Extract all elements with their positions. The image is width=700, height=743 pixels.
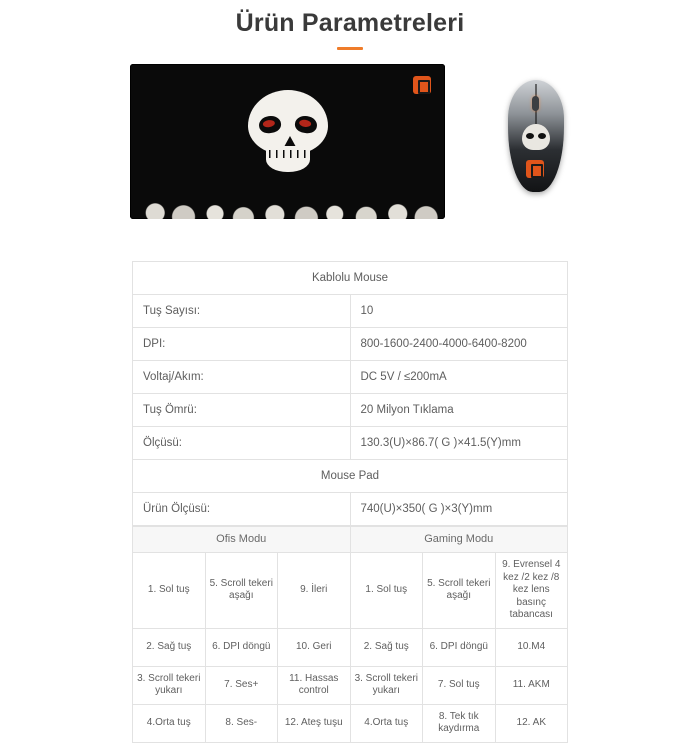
- page-title-block: [0, 0, 700, 50]
- gaming-function-3: 3. Scroll tekeri yukarı: [350, 666, 423, 704]
- specification-table: [132, 261, 568, 526]
- spec-label-pad-dimensions: Ürün Ölçüsü:: [133, 493, 351, 526]
- spec-value-lifespan: 20 Milyon Tıklama: [350, 394, 568, 427]
- title-underline-divider: [337, 47, 363, 50]
- office-function-5: 5. Scroll tekeri aşağı: [205, 553, 278, 629]
- spec-value-button-count: 10: [350, 295, 568, 328]
- section-header-mouse: Kablolu Mouse: [133, 262, 568, 295]
- gaming-function-6: 6. DPI döngü: [423, 628, 496, 666]
- gaming-function-7: 7. Sol tuş: [423, 666, 496, 704]
- table-row-section-mouse: [133, 262, 568, 295]
- gaming-mouse-graphic: [502, 80, 570, 200]
- bones-pattern: [130, 175, 445, 219]
- office-function-3: 3. Scroll tekeri yukarı: [133, 666, 206, 704]
- mousepad-graphic: [130, 64, 445, 219]
- spec-value-pad-dimensions: 740(U)×350( G )×3(Y)mm: [350, 493, 568, 526]
- table-row: [133, 628, 568, 666]
- gaming-function-9: 9. Evrensel 4 kez /2 kez /8 kez lens basınç tabancası: [495, 553, 568, 629]
- gaming-function-12: 12. AK: [495, 704, 568, 742]
- mouse-brand-logo-icon: [526, 160, 544, 178]
- product-image: [130, 62, 570, 237]
- table-row: [133, 704, 568, 742]
- table-row-section-pad: [133, 460, 568, 493]
- table-row: [133, 553, 568, 629]
- spec-label-button-count: Tuş Sayısı:: [133, 295, 351, 328]
- office-function-9: 9. İleri: [278, 553, 351, 629]
- office-function-11: 11. Hassas control: [278, 666, 351, 704]
- spec-value-voltage: DC 5V / ≤200mA: [350, 361, 568, 394]
- spec-value-dpi: 800-1600-2400-4000-6400-8200: [350, 328, 568, 361]
- spec-label-lifespan: Tuş Ömrü:: [133, 394, 351, 427]
- spec-label-voltage: Voltaj/Akım:: [133, 361, 351, 394]
- modes-header-row: [133, 527, 568, 553]
- table-row: [133, 295, 568, 328]
- gaming-function-10: 10.M4: [495, 628, 568, 666]
- spec-value-dimensions: 130.3(U)×86.7( G )×41.5(Y)mm: [350, 427, 568, 460]
- spec-label-dimensions: Ölçüsü:: [133, 427, 351, 460]
- office-function-6: 6. DPI döngü: [205, 628, 278, 666]
- table-row: [133, 493, 568, 526]
- office-function-7: 7. Ses+: [205, 666, 278, 704]
- office-function-4: 4.Orta tuş: [133, 704, 206, 742]
- office-function-8: 8. Ses-: [205, 704, 278, 742]
- modes-table: [132, 526, 568, 743]
- gaming-function-5: 5. Scroll tekeri aşağı: [423, 553, 496, 629]
- spec-label-dpi: DPI:: [133, 328, 351, 361]
- page-title: Ürün Parametreleri: [235, 9, 465, 37]
- brand-logo-icon: [413, 76, 431, 94]
- gaming-function-8: 8. Tek tık kaydırma: [423, 704, 496, 742]
- mode-header-gaming: Gaming Modu: [350, 527, 568, 553]
- table-row: [133, 427, 568, 460]
- office-function-12: 12. Ateş tuşu: [278, 704, 351, 742]
- skull-icon: [240, 90, 336, 176]
- table-row: [133, 361, 568, 394]
- office-function-10: 10. Geri: [278, 628, 351, 666]
- mouse-skull-icon: [522, 124, 550, 150]
- gaming-function-4: 4.Orta tuş: [350, 704, 423, 742]
- mode-header-office: Ofis Modu: [133, 527, 351, 553]
- table-row: [133, 394, 568, 427]
- office-function-2: 2. Sağ tuş: [133, 628, 206, 666]
- gaming-function-1: 1. Sol tuş: [350, 553, 423, 629]
- table-row: [133, 666, 568, 704]
- office-function-1: 1. Sol tuş: [133, 553, 206, 629]
- scroll-wheel-icon: [532, 96, 539, 111]
- gaming-function-2: 2. Sağ tuş: [350, 628, 423, 666]
- section-header-mousepad: Mouse Pad: [133, 460, 568, 493]
- gaming-function-11: 11. AKM: [495, 666, 568, 704]
- table-row: [133, 328, 568, 361]
